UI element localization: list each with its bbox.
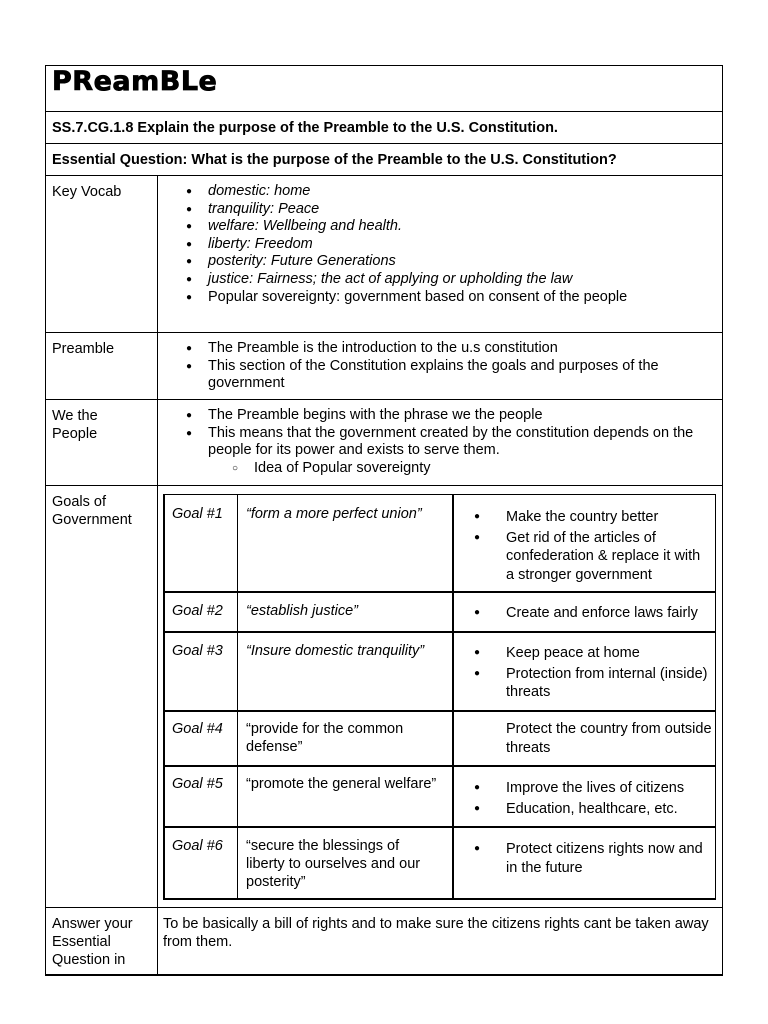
list-item: ● This means that the government created by the constitution depends on the people for its power and exists to serve them. <box>186 425 718 460</box>
sub-list-item: ○ Idea of Popular sovereignty <box>186 460 718 478</box>
list-item: ● tranquility: Peace <box>186 201 716 219</box>
list-item: ● Education, healthcare, etc. <box>472 800 712 819</box>
goal-points <box>472 604 712 625</box>
goal-phrase: “Insure domestic tranquility” <box>246 643 425 659</box>
key-vocab-list <box>186 183 716 306</box>
page-title: PReamBLe <box>52 66 218 97</box>
answer-label-line2: Essential <box>52 934 111 950</box>
list-item: ● liberty: Freedom <box>186 236 716 254</box>
list-item: Protect the country from outside threats <box>506 721 712 756</box>
list-item: ● Protect citizens rights now and in the future <box>472 840 712 877</box>
goals-label-line1: Goals of <box>52 494 106 510</box>
list-item: ● This section of the Constitution explains the goals and purposes of the government <box>186 358 696 393</box>
goal-phrase: “promote the general welfare” <box>246 776 437 792</box>
list-item: ● Popular sovereignty: government based on consent of the people <box>186 289 716 307</box>
goal-phrase: “provide for the common defense” <box>246 721 404 755</box>
goal-points <box>472 720 712 759</box>
goal-points <box>472 779 712 820</box>
goal-number: Goal #1 <box>172 506 223 522</box>
goal-phrase: “form a more perfect union” <box>246 506 422 522</box>
goal-phrase: “establish justice” <box>246 603 359 619</box>
goal-number: Goal #5 <box>172 776 223 792</box>
goal-number: Goal #2 <box>172 603 223 619</box>
list-item: ● Make the country better <box>472 508 712 527</box>
list-item: ● justice: Fairness; the act of applying or upholding the law <box>186 271 716 289</box>
essential-question: Essential Question: What is the purpose of the Preamble to the U.S. Constitution? <box>52 152 617 168</box>
list-item: ● Protection from internal (inside) threats <box>472 665 712 702</box>
goal-number: Goal #3 <box>172 643 223 659</box>
list-item: ● The Preamble begins with the phrase we the people <box>186 407 718 425</box>
answer-text: To be basically a bill of rights and to make sure the citizens rights cant be taken away from them. <box>163 916 709 950</box>
list-item: ● Create and enforce laws fairly <box>472 604 712 623</box>
answer-label-line1: Answer your <box>52 916 133 932</box>
we-the-people-list <box>186 407 718 477</box>
preamble-label: Preamble <box>52 341 115 357</box>
goal-phrase: “secure the blessings of liberty to ourselves and our posterity” <box>246 838 421 890</box>
goal-points <box>472 644 712 704</box>
goal-points <box>472 508 712 586</box>
goal-number: Goal #6 <box>172 838 223 854</box>
answer-label-line3: Question in <box>52 952 126 968</box>
key-vocab-label: Key Vocab <box>52 184 122 200</box>
standard-text: SS.7.CG.1.8 Explain the purpose of the Preamble to the U.S. Constitution. <box>52 120 558 136</box>
list-item: ● Get rid of the articles of confederation & replace it with a stronger government <box>472 529 712 585</box>
list-item: ● Improve the lives of citizens <box>472 779 712 798</box>
goal-number: Goal #4 <box>172 721 223 737</box>
list-item: ● domestic: home <box>186 183 716 201</box>
list-item: ● posterity: Future Generations <box>186 253 716 271</box>
we-the-people-label-line2: People <box>52 426 98 442</box>
list-item: ● Keep peace at home <box>472 644 712 663</box>
list-item: ● welfare: Wellbeing and health. <box>186 218 716 236</box>
goal-points <box>472 840 712 879</box>
list-item: ● The Preamble is the introduction to the u.s constitution <box>186 340 696 358</box>
goals-label-line2: Government <box>52 512 132 528</box>
we-the-people-label-line1: We the <box>52 408 98 424</box>
preamble-list <box>186 340 696 393</box>
